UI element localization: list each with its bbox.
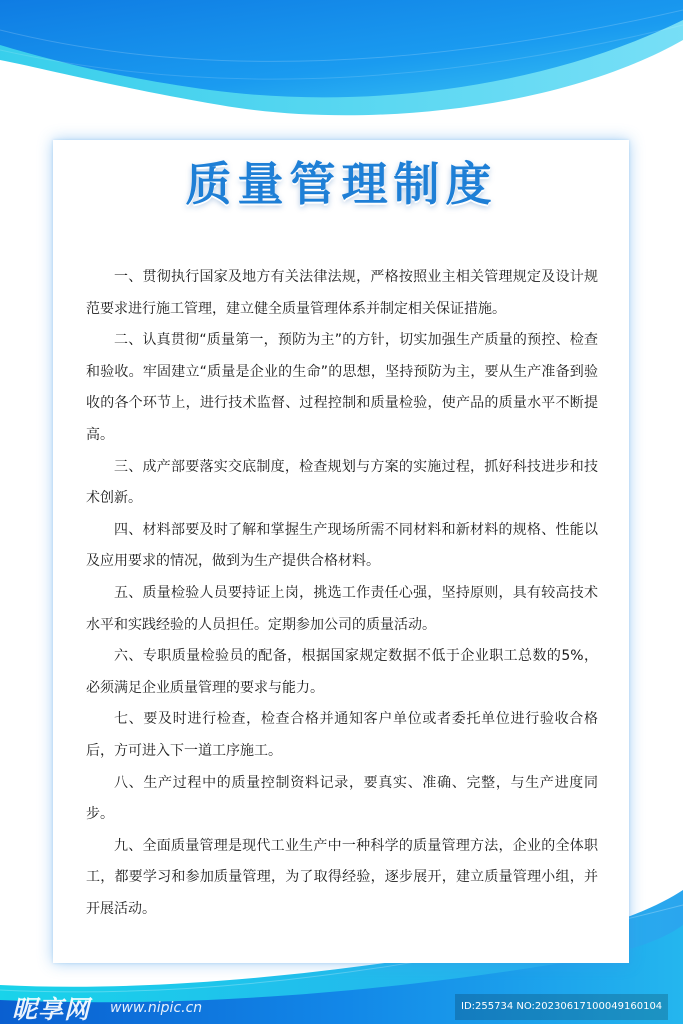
watermark-id: ID:255734 NO:20230617100049160104 bbox=[455, 994, 668, 1020]
paragraph-8: 八、生产过程中的质量控制资料记录，要真实、准确、完整，与生产进度同步。 bbox=[86, 774, 598, 823]
page-title: 质量管理制度 bbox=[185, 157, 498, 211]
watermark-logo: 昵享网 bbox=[12, 995, 91, 1024]
top-wave-dark bbox=[0, 0, 683, 97]
paragraph-1: 一、贯彻执行国家及地方有关法律法规，严格按照业主相关管理规定及设计规范要求进行施工管理，建立健全质量管理体系并制定相关保证措施。 bbox=[86, 269, 598, 317]
paragraph-7: 七、要及时进行检查，检查合格并通知客户单位或者委托单位进行验收合格后，方可进入下一道工序施工。 bbox=[86, 711, 598, 759]
paragraph-3: 三、成产部要落实交底制度，检查规划与方案的实施过程，抓好科技进步和技术创新。 bbox=[86, 458, 598, 507]
paragraph-9: 九、全面质量管理是现代工业生产中一种科学的质量管理方法，企业的全体职工，都要学习和参加质量管理，为了取得经验，逐步展开，建立质量管理小组，并开展活动。 bbox=[86, 837, 598, 917]
regulation-text bbox=[86, 262, 598, 925]
watermark-url: www.nipic.cn bbox=[110, 1000, 203, 1016]
paragraph-4: 四、材料部要及时了解和掌握生产现场所需不同材料和新材料的规格、性能以及应用要求的情况，做到为生产提供合格材料。 bbox=[86, 521, 598, 570]
paragraph-6: 六、专职质量检验员的配备，根据国家规定数据不低于企业职工总数的5%，必须满足企业质量管理的要求与能力。 bbox=[86, 648, 598, 696]
paragraph-2: 二、认真贯彻“质量第一，预防为主”的方针，切实加强生产质量的预控、检查和验收。牢固建立“质量是企业的生命”的思想，坚持预防为主，要从生产准备到验收的各个环节上，进行技术监督、过程控制和质量检验，使产品的质量水平不断提高。 bbox=[86, 332, 598, 443]
paragraph-5: 五、质量检验人员要持证上岗，挑选工作责任心强，坚持原则，具有较高技术水平和实践经验的人员担任。定期参加公司的质量活动。 bbox=[86, 584, 598, 633]
